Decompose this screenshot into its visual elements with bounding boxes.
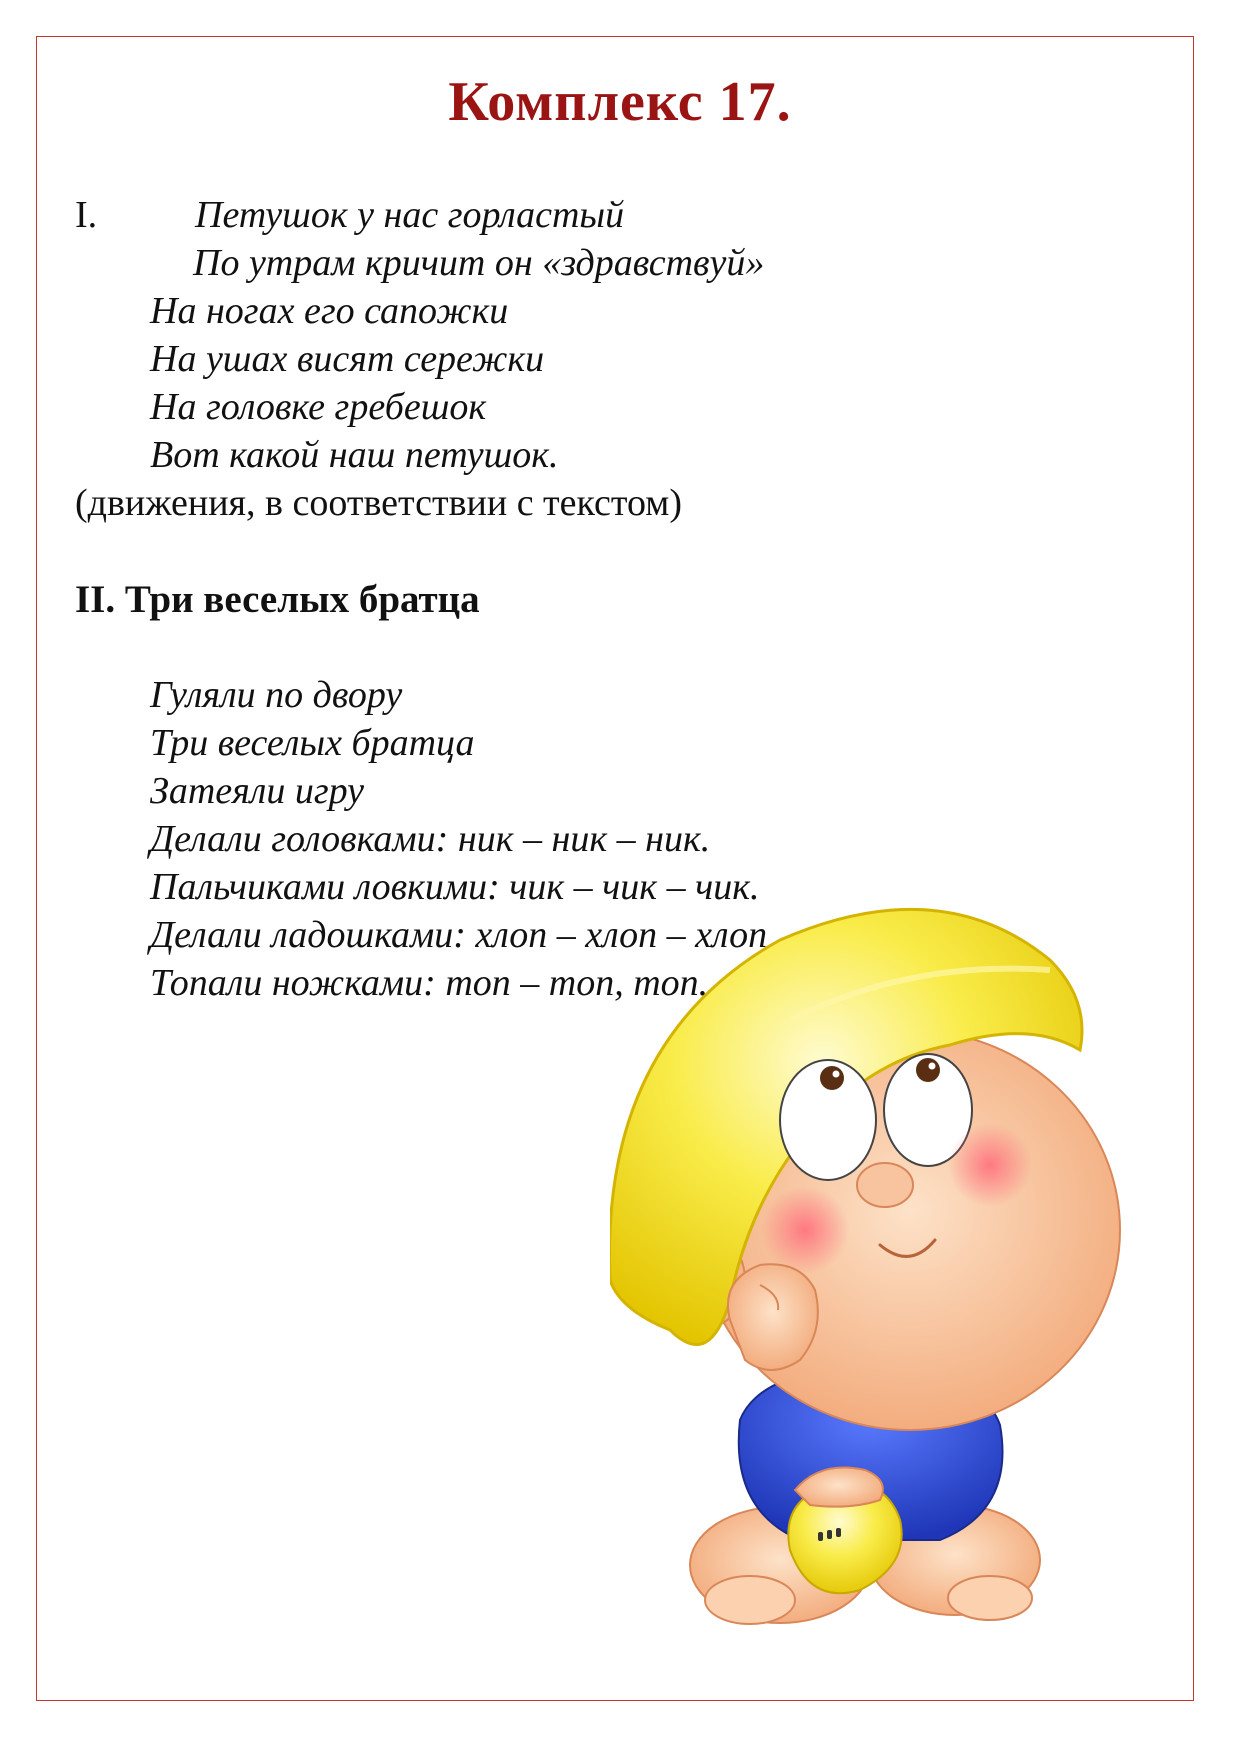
poem2-line: Пальчиками ловкими: чик – чик – чик. bbox=[150, 866, 760, 908]
poem2-line: Делали ладошками: хлоп – хлоп – хлоп bbox=[150, 914, 768, 956]
poem1-line: На ушах висят сережки bbox=[150, 338, 545, 380]
baby-illustration bbox=[610, 900, 1130, 1680]
baby-hand bbox=[728, 1264, 818, 1370]
poem2-line: Топали ножками: топ – топ, топ. bbox=[150, 962, 709, 1004]
section2-heading: II. Три веселых братца bbox=[75, 578, 480, 621]
poem2-line: Затеяли игру bbox=[150, 770, 365, 812]
poem2-line: Гуляли по двору bbox=[150, 674, 403, 716]
cheek bbox=[761, 1186, 849, 1274]
poem1-line: На ногах его сапожки bbox=[150, 290, 509, 332]
poem1-line: По утрам кричит он «здравствуй» bbox=[193, 242, 765, 284]
baby-nose bbox=[857, 1163, 913, 1207]
poem1-line: Вот какой наш петушок. bbox=[150, 434, 559, 476]
poem2-line: Три веселых братца bbox=[150, 722, 475, 764]
movement-note: (движения, в соответствии с текстом) bbox=[75, 482, 682, 524]
section1-numeral: I. bbox=[75, 194, 98, 236]
cheek bbox=[948, 1123, 1032, 1207]
poem1-line: На головке гребешок bbox=[150, 386, 487, 428]
poem2-line: Делали головками: ник – ник – ник. bbox=[150, 818, 711, 860]
page-title: Комплекс 17. bbox=[448, 71, 792, 133]
poem1-line: Петушок у нас горластый bbox=[195, 194, 625, 236]
